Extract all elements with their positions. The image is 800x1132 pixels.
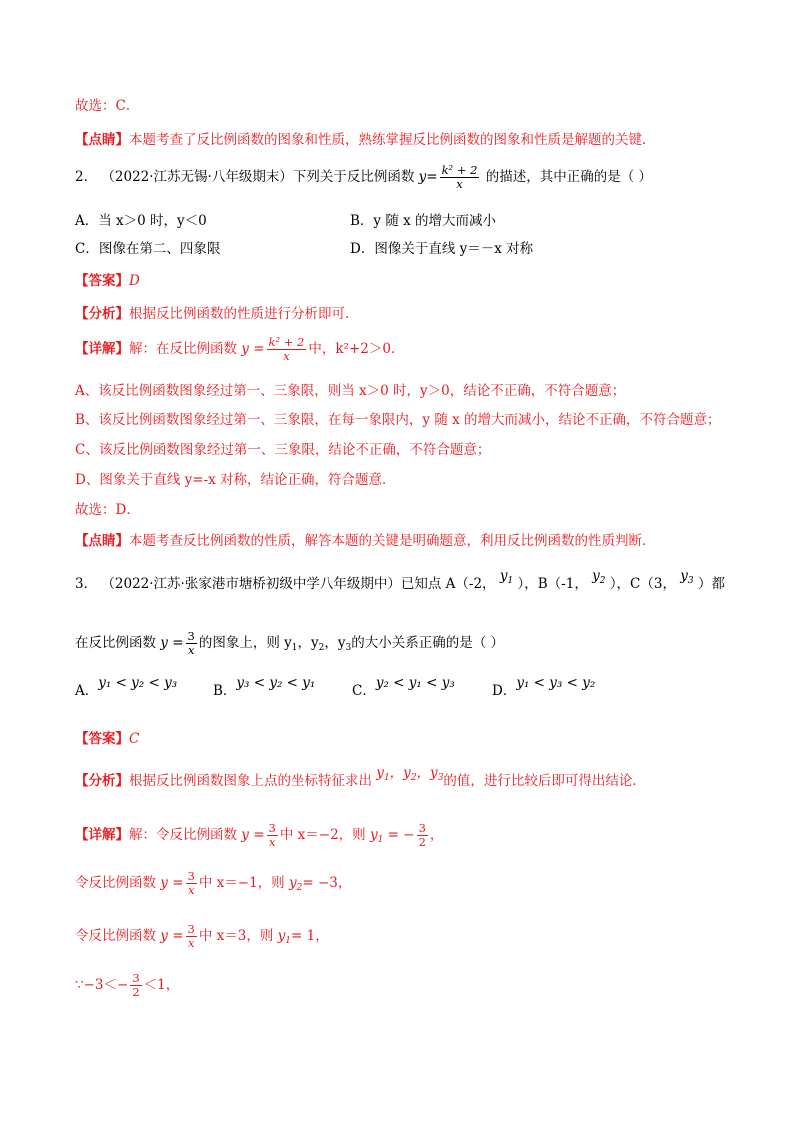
q2-option-c: C．图像在第二、四象限: [75, 241, 221, 257]
q2-detail-line-d: D、图象关于直线 y=-x 对称，结论正确，符合题意．: [75, 472, 396, 488]
q3-option-b: B．y₃ < y₂ < y₁: [213, 675, 316, 699]
q2-detail-line-a: A、该反比例函数图象经过第一、三象限，则当 x＞0 时，y＞0，结论不正确，不符合题意；: [75, 383, 626, 399]
q3-stem-line2: 在反比例函数 y = $\frac{3}{x}$ 的图象上，则 $y_1$，$y_2$，$y_3$的大小关系正确的是（ ）: [75, 629, 505, 657]
q3-detail-line2: 令反比例函数 y = $\frac{3}{x}$ 中 x＝−1，则 $y_2= -3$，: [75, 869, 352, 897]
q2-detail-fraction: $\frac{\text{k² + 2}}{x}$: [268, 335, 305, 363]
q3-answer: 【答案】C: [75, 731, 140, 747]
q2-option-d: D．图像关于直线 y＝－x 对称: [350, 241, 534, 257]
q3-option-d: D．y₁ < y₃ < y₂: [492, 675, 596, 699]
q1-answer-line: 故选：C．: [75, 98, 140, 114]
q2-choose: 故选：D．: [75, 502, 140, 518]
q3-option-c: C．y₂ < y₁ < y₃: [352, 675, 455, 699]
q2-answer: 【答案】D: [75, 273, 140, 289]
q3-function-fraction: $\frac{3}{x}$: [187, 629, 195, 657]
therefore-symbol: ∵: [75, 977, 84, 993]
q3-detail-line3: 令反比例函数 y = $\frac{3}{x}$ 中 x＝3，则 $y_1= 1$，: [75, 922, 329, 950]
q3-detail-line4: ∵−3＜− $\frac{3}{2}$ ＜1，: [75, 971, 180, 999]
q3-analysis: 【分析】根据反比例函数图象上点的坐标特征求出 $y_1$，$y_2$，$y_3$的值，进行比较后即可得出结论．: [75, 765, 646, 789]
q3-stem-line1: 3． （2022·江苏·张家港市塘桥初级中学八年级期中）已知点 A（-2， $y_1$ ），B（-1， $y_2$ ），C（3， $y_3$ ）都: [75, 568, 725, 592]
q2-stem: 2． （2022·江苏无锡·八年级期末）下列关于反比例函数 y= $\frac{\text{k² + 2}}{x}$ 的描述，其中正确的是（ ）: [75, 163, 653, 191]
q2-analysis: 【分析】根据反比例函数的性质进行分析即可．: [75, 306, 359, 322]
q2-comment: 【点睛】本题考查反比例函数的性质，解答本题的关键是明确题意，利用反比例函数的性质判断．: [75, 533, 656, 549]
q1-comment: 【点睛】本题考查了反比例函数的图象和性质，熟练掌握反比例函数的图象和性质是解题的关键．: [75, 132, 656, 148]
q2-detail: 【详解】解：在反比例函数 y = $\frac{\text{k² + 2}}{x}$ 中，k²+2＞0．: [75, 335, 405, 363]
q2-function-fraction: $\frac{\text{k² + 2}}{x}$: [441, 163, 478, 191]
q2-detail-line-c: C、该反比例函数图象经过第一、三象限，结论不正确，不符合题意；: [75, 442, 491, 458]
q2-option-b: B．y 随 x 的增大而减小: [350, 213, 497, 229]
q3-detail-line1: 【详解】解：令反比例函数 y = $\frac{3}{x}$ 中 x＝−2，则 $y_1$ = − $\frac{3}{2}$ ，: [75, 821, 444, 849]
q2-detail-line-b: B、该反比例函数图象经过第一、三象限，在每一象限内，y 随 x 的增大而减小，结论不正确，不符合题意；: [75, 412, 721, 428]
q2-option-a: A．当 x＞0 时，y＜0: [75, 213, 207, 229]
q3-option-a: A．y₁ < y₂ < y₃: [75, 675, 178, 699]
